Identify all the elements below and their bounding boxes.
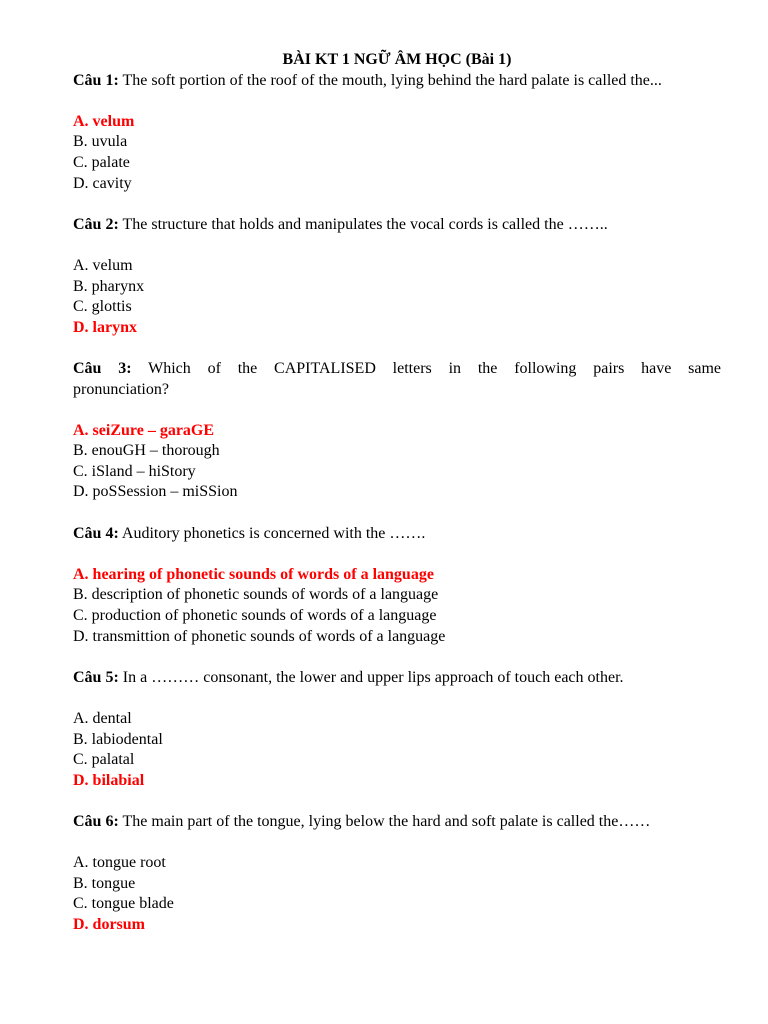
question-4-option-b: B. description of phonetic sounds of words of a language bbox=[73, 586, 439, 604]
question-4-label: Câu 4: bbox=[73, 524, 119, 542]
question-6-label: Câu 6: bbox=[73, 812, 119, 830]
question-3-option-c: C. iSland – hiStory bbox=[73, 462, 196, 480]
question-1 bbox=[73, 71, 721, 92]
question-3 bbox=[73, 359, 721, 380]
question-1-option-d: D. cavity bbox=[73, 174, 132, 192]
question-5-option-d: D. bilabial bbox=[73, 771, 145, 789]
document-page bbox=[73, 50, 721, 936]
spacer bbox=[73, 194, 721, 215]
spacer bbox=[73, 688, 721, 709]
question-6-option-a: A. tongue root bbox=[73, 854, 166, 872]
spacer bbox=[73, 400, 721, 421]
question-3-text-line1: Which of the CAPITALISED letters in the following pairs have same bbox=[131, 359, 722, 377]
question-5-option-b: B. labiodental bbox=[73, 730, 163, 748]
question-2-option-b: B. pharynx bbox=[73, 277, 145, 295]
question-2-option-a: A. velum bbox=[73, 256, 133, 274]
question-2-text: The structure that holds and manipulates the vocal cords is called the …….. bbox=[118, 215, 608, 233]
question-6-option-d: D. dorsum bbox=[73, 915, 146, 933]
spacer bbox=[73, 338, 721, 359]
question-1-option-b: B. uvula bbox=[73, 133, 128, 151]
question-4-option-c: C. production of phonetic sounds of words of a language bbox=[73, 607, 437, 625]
question-4-option-a: A. hearing of phonetic sounds of words of a language bbox=[73, 565, 434, 583]
spacer bbox=[73, 791, 721, 812]
question-3-text-line2: pronunciation? bbox=[73, 380, 169, 398]
spacer bbox=[73, 503, 721, 524]
question-5-label: Câu 5: bbox=[73, 668, 119, 686]
question-1-option-c: C. palate bbox=[73, 153, 130, 171]
question-4-text: Auditory phonetics is concerned with the ……. bbox=[118, 524, 426, 542]
question-4 bbox=[73, 524, 721, 545]
question-6 bbox=[73, 812, 721, 833]
question-4-option-d: D. transmittion of phonetic sounds of words of a language bbox=[73, 627, 446, 645]
question-3-option-b: B. enouGH – thorough bbox=[73, 442, 220, 460]
question-2 bbox=[73, 215, 721, 236]
question-5-text: In a ……… consonant, the lower and upper lips approach of touch each other. bbox=[118, 668, 624, 686]
question-1-text: The soft portion of the roof of the mouth, lying behind the hard palate is called the... bbox=[118, 71, 662, 89]
spacer bbox=[73, 91, 721, 112]
question-1-label: Câu 1: bbox=[73, 71, 119, 89]
question-6-text: The main part of the tongue, lying below the hard and soft palate is called the…… bbox=[118, 812, 651, 830]
question-2-option-c: C. glottis bbox=[73, 298, 132, 316]
question-5-option-a: A. dental bbox=[73, 710, 132, 727]
spacer bbox=[73, 235, 721, 256]
question-3-label: Câu 3: bbox=[73, 359, 132, 377]
document-title: BÀI KT 1 NGỮ ÂM HỌC (Bài 1) bbox=[282, 51, 512, 68]
spacer bbox=[73, 647, 721, 668]
question-5 bbox=[73, 668, 721, 689]
spacer bbox=[73, 544, 721, 565]
question-3-option-a: A. seiZure – garaGE bbox=[73, 421, 215, 439]
question-6-option-c: C. tongue blade bbox=[73, 895, 174, 913]
question-2-label: Câu 2: bbox=[73, 215, 119, 233]
question-1-option-a: A. velum bbox=[73, 112, 135, 130]
question-5-option-c: C. palatal bbox=[73, 751, 135, 769]
spacer bbox=[73, 833, 721, 854]
question-2-option-d: D. larynx bbox=[73, 318, 137, 336]
question-3-option-d: D. poSSession – miSSion bbox=[73, 483, 238, 501]
question-6-option-b: B. tongue bbox=[73, 874, 136, 892]
